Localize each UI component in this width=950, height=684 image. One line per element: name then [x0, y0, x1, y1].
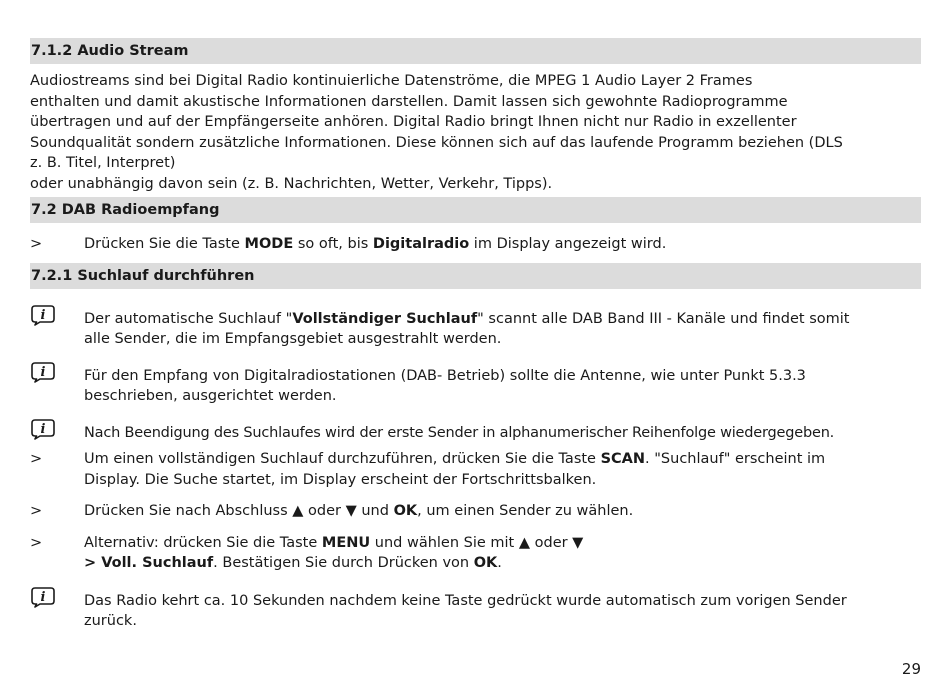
step-item: [30, 501, 921, 522]
note-text: Der automatische Suchlauf ": [84, 310, 293, 327]
key-name: MODE: [244, 236, 294, 252]
step-marker: >: [30, 236, 43, 252]
step-text: und wählen Sie mit ▲ oder ▼: [370, 534, 584, 551]
section-heading-721: 7.2.1 Suchlauf durchführen: [30, 263, 921, 289]
step-text: Display. Die Suche startet, im Display erscheint der Fortschrittsbalken.: [84, 471, 597, 488]
paragraph-line: enthalten und damit akustische Informationen darstellen. Damit lassen sich gewohnte Radioprogramme: [30, 93, 788, 110]
note-text: Für den Empfang von Digitalradiostationen (DAB- Betrieb) sollte die Antenne, wie unter Punkt 5.3.3: [84, 367, 806, 384]
paragraph-audio-stream: [30, 71, 921, 194]
page-content: [30, 38, 921, 632]
key-name: SCAN: [600, 451, 646, 467]
note-text: zurück.: [84, 613, 137, 629]
step-text: im Display angezeigt wird.: [469, 236, 667, 252]
paragraph-line: z. B. Titel, Interpret): [30, 155, 176, 171]
paragraph-line: übertragen und auf der Empfängerseite anhören. Digital Radio bringt Ihnen nicht nur Radio in exzellenter: [30, 114, 797, 130]
paragraph-line: Audiostreams sind bei Digital Radio kontinuierliche Datenströme, die MPEG 1 Audio Layer 2 Frames: [30, 73, 753, 89]
note-text: Das Radio kehrt ca. 10 Sekunden nachdem keine Taste gedrückt wurde automatisch zum vorigen Sender: [84, 592, 847, 609]
menu-path: > Voll. Suchlauf: [84, 555, 214, 571]
section-heading-712: 7.1.2 Audio Stream: [30, 38, 921, 64]
note-text: " scannt alle DAB Band III - Kanäle und findet somit: [477, 310, 850, 327]
key-name: OK: [393, 503, 418, 519]
step-text: Drücken Sie die Taste: [84, 236, 245, 252]
info-icon: [30, 586, 56, 608]
note-text: alle Sender, die im Empfangsgebiet ausgestrahlt werden.: [84, 331, 502, 347]
step-text: Alternativ: drücken Sie die Taste: [84, 534, 322, 551]
step-text: .: [497, 555, 502, 571]
svg-text:i: i: [40, 307, 46, 323]
paragraph-line: Soundqualität sondern zusätzliche Informationen. Diese können sich auf das laufende Programm beziehen (DLS: [30, 134, 843, 151]
info-icon: [30, 304, 56, 326]
paragraph-line: oder unabhängig davon sein (z. B. Nachrichten, Wetter, Verkehr, Tipps).: [30, 175, 553, 192]
note-text: beschrieben, ausgerichtet werden.: [84, 388, 337, 404]
key-name: MENU: [321, 534, 371, 551]
step-text: Um einen vollständigen Suchlauf durchzuführen, drücken Sie die Taste: [84, 451, 601, 467]
info-icon: [30, 361, 56, 383]
menu-option: Vollständiger Suchlauf: [292, 310, 478, 327]
svg-text:i: i: [40, 421, 46, 437]
step-text: Drücken Sie nach Abschluss ▲ oder ▼ und: [84, 503, 394, 519]
step-text: , um einen Sender zu wählen.: [417, 503, 634, 519]
info-note: [30, 309, 921, 350]
step-text: . "Suchlauf" erscheint im: [645, 451, 826, 467]
info-icon: [30, 418, 56, 440]
info-note: [30, 423, 921, 444]
mode-name: Digitalradio: [372, 236, 470, 252]
step-marker: >: [30, 503, 43, 519]
note-text: Nach Beendigung des Suchlaufes wird der erste Sender in alphanumerischer Reihenfolge wiedergegeben.: [84, 424, 835, 441]
step-text: so oft, bis: [293, 236, 373, 252]
page-number: 29: [901, 660, 921, 678]
svg-text:i: i: [40, 589, 46, 605]
step-text: . Bestätigen Sie durch Drücken von: [213, 555, 474, 571]
step-item: [30, 533, 921, 574]
key-name: OK: [473, 555, 498, 571]
step-marker: >: [30, 534, 43, 551]
step-marker: >: [30, 451, 43, 467]
step-item: [30, 234, 921, 255]
step-item: [30, 449, 921, 490]
info-note: [30, 591, 921, 632]
svg-text:i: i: [40, 364, 46, 380]
section-heading-72: 7.2 DAB Radioempfang: [30, 197, 921, 223]
info-note: [30, 366, 921, 407]
